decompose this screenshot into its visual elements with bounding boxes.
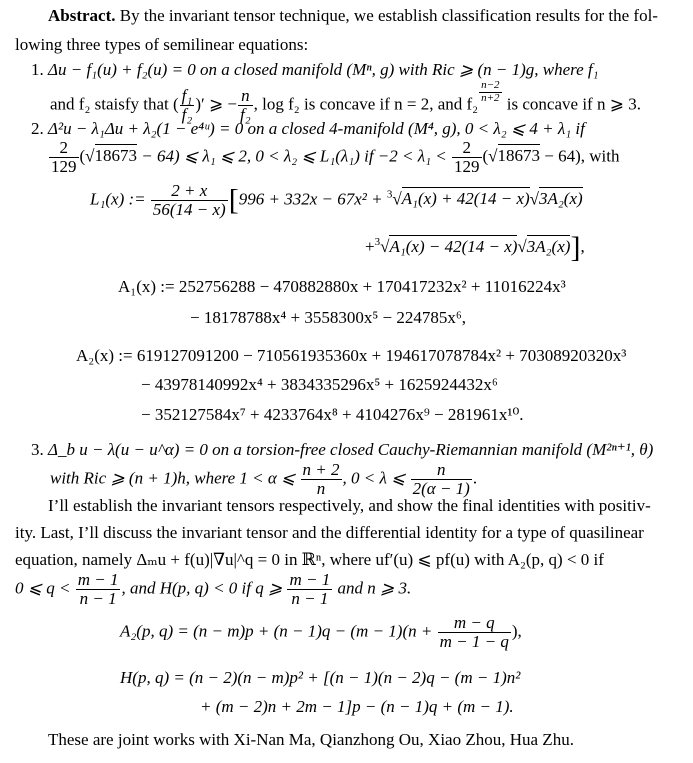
a1-line2: − 18178788x⁴ + 3558300x⁵ − 224785x⁶, [190,308,467,327]
item3-frac1-num: n + 2 [302,460,340,479]
l1-root1b: 3A₂(x) [539,189,583,209]
h-line2: + (m − 2)n + 2m − 1]p − (n − 1)q + (m − 1). [200,697,514,716]
a2pq-fraction [438,614,511,651]
item2-line2-mid: − 64) ⩽ λ₁ ⩽ 2, 0 < λ₂ ⩽ L₁(λ₁) if −2 < λ₁ < [141,146,447,166]
item2-sqrt-right: 18673 [497,146,541,166]
item2-frac-left [49,139,79,176]
item2-line2-end: − 64), with [544,146,620,166]
item1-frac-num: f₁ [181,86,193,106]
para2-frac2-den: n − 1 [291,588,329,608]
l1-fraction [151,182,228,219]
a2pq-equation [120,614,522,651]
para2-line2: ity. Last, I’ll discuss the invariant tensor and the differential identity for a type of quasilinear [15,523,644,542]
item3-line2 [50,461,477,498]
item1-line2-pre: and f₂ staisfy that ( [50,94,179,114]
l1-root1: A₁(x) + 42(14 − x) [401,189,530,209]
item3-equation: Δ_b u − λ(u − u^α) = 0 on a torsion-free closed Cauchy-Riemannian manifold (M²ⁿ⁺¹, θ) [48,440,654,459]
item1-line2-post: , log f₂ is concave if n = 2, and f₂ [253,94,479,114]
item2-equation: Δ²u − λ₁Δu + λ₂(1 − e⁴ᵘ) = 0 on a closed 4-manifold (M⁴, g), 0 < λ₂ ⩽ 4 + λ₁ if [48,119,585,138]
item2-paren: ( [79,146,86,166]
item2-frac-left-num: 2 [49,139,79,158]
abstract-first-line [48,7,658,24]
item2-frac-left-den: 129 [51,156,77,176]
a1-line1: A₁(x) := 252756288 − 470882880x + 170417232x² + 11016224x³ [118,277,566,296]
a2-line1: A₂(x) := 619127091200 − 710561935360x + 194617078784x² + 70308920320x³ [76,346,627,365]
item2-paren-2: ( [482,146,489,166]
para2-frac1-den: n − 1 [79,588,117,608]
item1-frac-den: f₂ [181,105,193,125]
item1-line2-end: is concave if n ⩾ 3. [506,94,641,114]
item1-line1 [31,61,599,78]
item1-frac2-den: f₂ [240,105,251,125]
para2-frac-2 [287,571,332,608]
l1-body1: 996 + 332x − 67x² + [238,189,383,209]
a2-line3: − 352127584x⁷ + 4233764x⁸ + 4104276x⁹ − 281961x¹⁰. [141,405,524,424]
item1-number: 1. [31,60,44,79]
l1-root2b: 3A₂(x) [526,237,571,256]
l1-lhs: L₁(x) := [90,189,146,209]
a2pq-frac-num: m − q [438,614,511,633]
a2pq-end: ), [511,621,522,641]
item1-exp-num: n−2 [481,79,500,91]
abstract-intro-2: lowing three types of semilinear equations: [15,35,309,54]
item2-frac-right [452,139,482,176]
para2-line4 [15,571,411,608]
para2-frac2-num: m − 1 [289,570,331,589]
item1-line2-mid: )′ ⩾ − [195,94,238,114]
item3-frac-alpha [301,461,342,498]
l1-frac-den: 56(14 − x) [152,199,226,219]
abstract-heading: Abstract. [48,6,116,25]
a2pq-lhs: A₂(p, q) = (n − m)p + (n − 1)q − (m − 1)(n + [120,621,433,641]
item2-number: 2. [31,119,44,138]
item3-frac1-den: n [316,478,326,498]
item2-line2: $\frac{2}{129}$ (√18673 − 64) ⩽ λ₁ ⩽ 2, 0 < λ₂ ⩽ L₁(λ₁) if −2 < λ₁ < $\frac{2}{129}$ (√18673 − 64), with [51,138,620,176]
item1-exponent [479,80,501,104]
item1-exp-den: n+2 [481,91,500,104]
left-bracket: [ [228,183,239,217]
l1-definition-line2: +$^3$√A₁(x) − 42(14 − x)√3A₂(x)], [365,231,585,264]
l1-root2: A₁(x) − 42(14 − x) [389,237,518,256]
l1-plus: + [365,237,375,256]
para2-line4-b: , and H(p, q) < 0 if q ⩾ [121,578,283,598]
item2-line1 [31,120,585,137]
l1-end: , [580,237,585,256]
para2-line1: I’ll establish the invariant tensors respectively, and show the final identities with positiv- [48,496,651,515]
item3-frac2-num: n [411,461,472,480]
item3-line2-b: , 0 < λ ⩽ [342,468,406,488]
item3-number: 3. [31,440,44,459]
cube-index-2: 3 [374,236,381,248]
item3-frac-lambda [411,461,472,498]
para2-frac-1 [76,571,121,608]
item3-line2-c: . [472,468,478,488]
a2-line2: − 43978140992x⁴ + 3834335296x⁵ + 1625924432x⁶ [141,375,498,394]
item2-frac-right-den: 129 [454,156,480,176]
item3-line2-a: with Ric ⩾ (n + 1)h, where 1 < α ⩽ [50,468,296,488]
item3-line1 [31,441,653,458]
para2-line4-a: 0 ⩽ q < [15,578,71,598]
a2pq-frac-den: m − 1 − q [439,631,509,651]
item3-frac2-den: 2(α − 1) [412,478,470,498]
item2-frac-right-num: 2 [452,139,482,158]
l1-definition-line1: L₁(x) := $\frac{2 + x}{56(14 - x)}$ [996 + 332x − 67x² + $^3$√A₁(x) + 42(14 − x)√3A₂(x) [90,181,583,219]
para2-line4-c: and n ⩾ 3. [337,578,412,598]
h-line1: H(p, q) = (n − 2)(n − m)p² + [(n − 1)(n − 2)q − (m − 1)n² [120,668,521,687]
item1-frac2-num: n [238,87,253,106]
l1-frac-num: 2 + x [151,182,228,201]
para2-frac1-num: m − 1 [77,570,119,589]
cube-index-1: 3 [386,188,393,201]
abstract-intro-1: By the invariant tensor technique, we establish classification results for the fol- [119,6,658,25]
item1-equation: Δu − f₁(u) + f₂(u) = 0 on a closed manifold (Mⁿ, g) with Ric ⩾ (n − 1)g, where f₁ [48,60,599,79]
item2-sqrt-left: 18673 [94,146,138,166]
closing-sentence: These are joint works with Xi-Nan Ma, Qianzhong Ou, Xiao Zhou, Hua Zhu. [48,730,574,749]
item1-line2 [50,80,641,124]
para2-line3: equation, namely Δₘu + f(u)|∇u|^q = 0 in ℝⁿ, where uf′(u) ⩽ pf(u) with A₂(p, q) < 0 if [15,550,604,569]
right-bracket: ] [570,231,581,264]
